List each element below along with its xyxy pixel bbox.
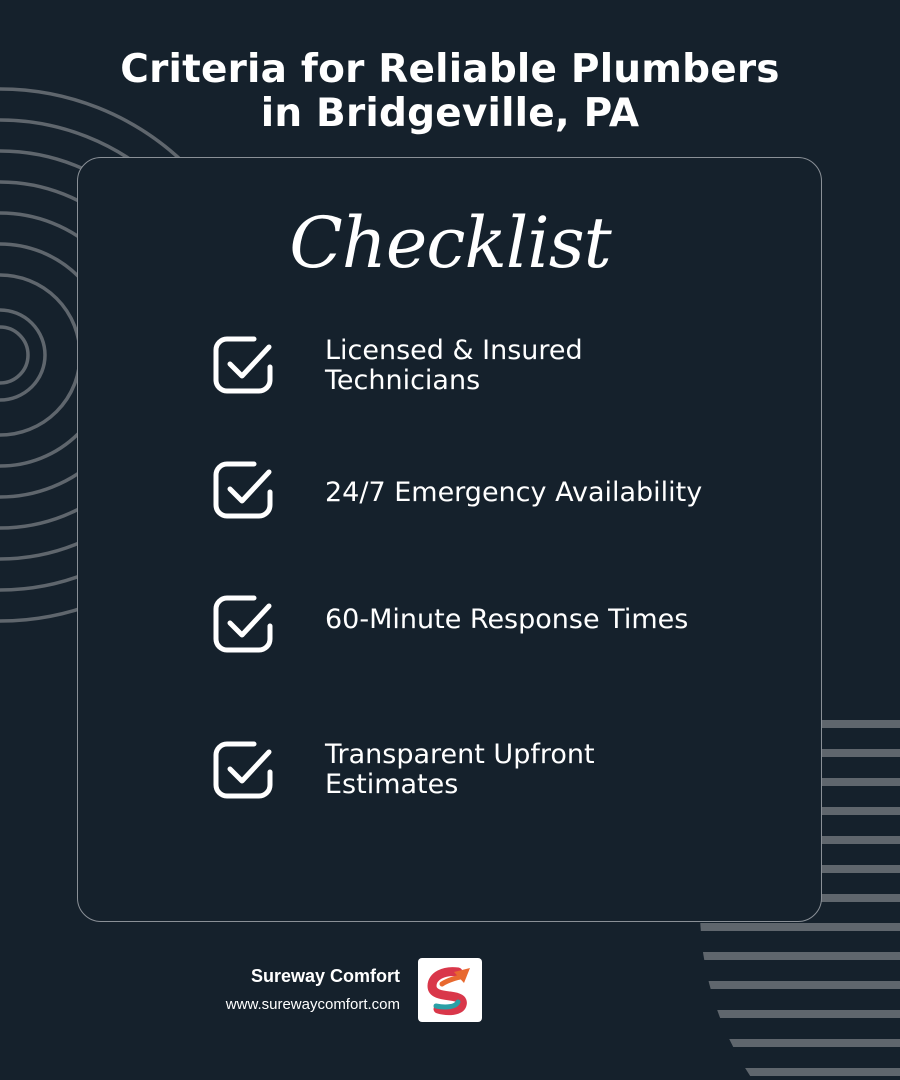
- checklist-heading: Checklist: [289, 202, 611, 284]
- checkbox-checked-icon: [212, 592, 276, 656]
- title-line-2: in Bridgeville, PA: [260, 91, 640, 136]
- checklist-item-line-1: Licensed & Insured: [325, 335, 583, 366]
- checklist-item-label: [325, 605, 745, 635]
- footer-brand-name: Sureway Comfort: [250, 966, 400, 986]
- checklist-item-line-2: Estimates: [325, 769, 459, 800]
- checkbox-checked-icon: [212, 333, 276, 397]
- checklist-item-response: [212, 592, 732, 656]
- checklist-item-label: [325, 478, 745, 508]
- checklist-item-line-1: 24/7 Emergency Availability: [325, 477, 703, 508]
- checklist-item-line-1: 60-Minute Response Times: [325, 604, 689, 635]
- checklist-item-line-1: Transparent Upfront: [325, 739, 595, 770]
- checklist-item-label: [325, 740, 745, 800]
- checklist-item-estimates: [212, 738, 732, 802]
- page-title: [0, 48, 900, 136]
- logo-graphic: [418, 958, 482, 1022]
- checklist-item-line-2: Technicians: [325, 365, 481, 396]
- title-line-1: Criteria for Reliable Plumbers: [120, 47, 780, 92]
- sureway-logo-icon: [418, 958, 482, 1022]
- footer-website-link[interactable]: www.surewaycomfort.com: [225, 996, 400, 1013]
- checkbox-checked-icon: [212, 738, 276, 802]
- checkbox-checked-icon: [212, 458, 276, 522]
- checklist-item-emergency: [212, 458, 732, 522]
- checklist-item-licensed: [212, 333, 732, 397]
- checklist-item-label: [325, 336, 745, 396]
